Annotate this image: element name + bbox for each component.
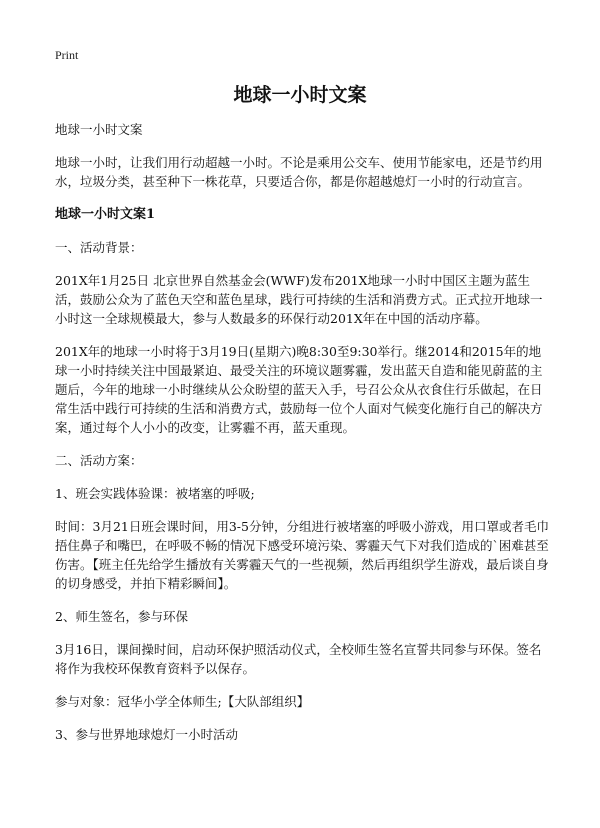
background-paragraph-1: 201X年1月25日 北京世界自然基金会(WWF)发布201X地球一小时中国区主题为蓝生活，鼓励公众为了蓝色天空和蓝色星球，践行可持续的生活和消费方式。正式拉开地球一小时这一全球规模最大，参与人数最多的环保行动201X年在中国的活动序幕。: [55, 273, 543, 326]
plan-item-2-detail: 3月16日，课间操时间，启动环保护照活动仪式，全校师生签名宣誓共同参与环保。签名将作为我校环保教育资料予以保存。: [55, 642, 542, 676]
plan-heading: 二、活动方案：: [55, 453, 143, 468]
intro-subtitle: 地球一小时文案: [55, 122, 143, 137]
background-paragraph-2: 201X年的地球一小时将于3月19日(星期六)晚8:30至9:30举行。继2014和2015年的地球一小时持续关注中国最紧迫、最受关注的环境议题雾霾，发出蓝天自造和能见蔚蓝的主题后，今年的地球一小时继续从公众盼望的蓝天入手，号召公众从衣食住行乐做起，在日常生活中践行可持续的生活和消费方式，鼓励每一位个人面对气候变化施行自己的解决方案，通过每个人小小的改变，让雾霾不再，蓝天重现。: [55, 344, 543, 435]
plan-item-1-detail: 时间：3月21日班会课时间，用3-5分钟，分组进行被堵塞的呼吸小游戏，用口罩或者毛巾捂住鼻子和嘴巴，在呼吸不畅的情况下感受环境污染、雾霾天气下对我们造成的`困难甚至伤害。【班主任先给学生播放有关雾霾天气的一些视频，然后再组织学生游戏，最后谈自身的切身感受，并拍下精彩瞬间】。: [55, 519, 549, 591]
plan-item-1-title: 1、班会实践体验课：被堵塞的呼吸;: [55, 486, 255, 501]
page-title: 地球一小时文案: [233, 84, 367, 106]
background-heading: 一、活动背景：: [55, 240, 143, 255]
document-content: [55, 120, 552, 758]
intro-paragraph: 地球一小时，让我们用行动超越一小时。不论是乘用公交车、使用节能家电，还是节约用水，垃圾分类，甚至种下一株花草，只要适合你，都是你超越熄灯一小时的行动宣言。: [55, 155, 543, 189]
plan-item-2-participants: 参与对象：冠华小学全体师生;【大队部组织】: [55, 694, 310, 709]
plan-item-2-title: 2、师生签名，参与环保: [55, 609, 188, 624]
plan-item-3-title: 3、参与世界地球熄灯一小时活动: [55, 727, 238, 742]
section-heading: 地球一小时文案1: [55, 207, 156, 222]
print-link[interactable]: Print: [55, 48, 79, 62]
